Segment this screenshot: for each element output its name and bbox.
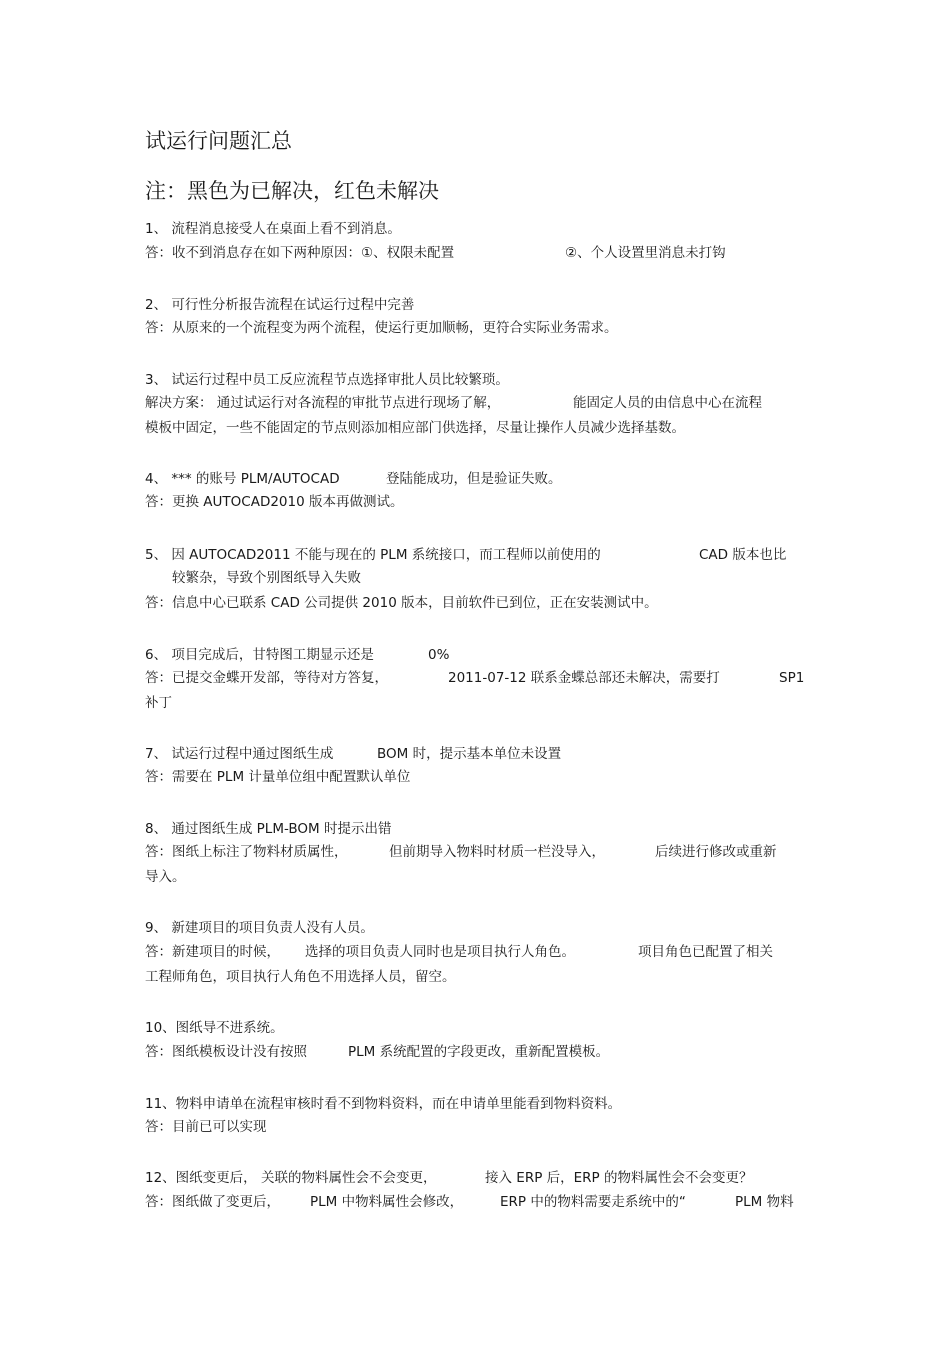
answer-8-part-b: 但前期导入物料时材质一栏没导入，: [389, 844, 605, 860]
question-10: 10、图纸导不进系统。: [145, 1020, 284, 1036]
question-4: [145, 469, 562, 489]
answer-8-line-1: [145, 842, 777, 862]
question-4-part-a: 4、 *** 的账号 PLM/AUTOCAD: [145, 471, 340, 487]
answer-3-line-1: [145, 393, 762, 413]
answer-9-part-b: 选择的项目负责人同时也是项目执行人角色。: [305, 944, 575, 960]
answer-2: 答：从原来的一个流程变为两个流程，使运行更加顺畅，更符合实际业务需求。: [145, 320, 618, 336]
answer-10: [145, 1042, 610, 1062]
question-11: 11、物料申请单在流程审核时看不到物料资料，而在申请单里能看到物料资料。: [145, 1096, 622, 1112]
question-7-part-a: 7、 试运行过程中通过图纸生成: [145, 746, 334, 762]
answer-12-part-c: ERP 中的物料需要走系统中的“: [500, 1194, 686, 1210]
answer-3-line-2: 模板中固定，一些不能固定的节点则添加相应部门供选择，尽量让操作人员减少选择基数。: [145, 420, 685, 436]
answer-9-part-a: 答：新建项目的时候，: [145, 944, 280, 960]
answer-1-part-a: 答：收不到消息存在如下两种原因：①、权限未配置: [145, 245, 455, 261]
answer-12-part-d: PLM 物料: [735, 1194, 794, 1210]
question-9: 9、 新建项目的项目负责人没有人员。: [145, 920, 374, 936]
question-5-line-1: [145, 545, 787, 565]
question-7-part-b: BOM 时，提示基本单位未设置: [377, 746, 562, 762]
question-5-line-2: 较繁杂，导致个别图纸导入失败: [172, 570, 361, 586]
answer-10-part-a: 答：图纸模板设计没有按照: [145, 1044, 307, 1060]
question-8: 8、 通过图纸生成 PLM-BOM 时提示出错: [145, 821, 392, 837]
question-1: 1、 流程消息接受人在桌面上看不到消息。: [145, 221, 401, 237]
question-12-part-b: 接入 ERP 后，ERP 的物料属性会不会变更？: [485, 1170, 753, 1186]
question-4-part-b: 登陆能成功，但是验证失败。: [386, 471, 562, 487]
answer-7: 答：需要在 PLM 计量单位组中配置默认单位: [145, 769, 411, 785]
answer-6-part-c: SP1: [779, 670, 805, 686]
question-5-part-b: CAD 版本也比: [699, 547, 787, 563]
answer-3-part-a: 解决方案： 通过试运行对各流程的审批节点进行现场了解，: [145, 395, 501, 411]
answer-12: [145, 1192, 794, 1212]
answer-6-part-a: 答：已提交金蝶开发部，等待对方答复，: [145, 670, 388, 686]
question-3: 3、 试运行过程中员工反应流程节点选择审批人员比较繁琐。: [145, 372, 509, 388]
answer-4: 答：更换 AUTOCAD2010 版本再做测试。: [145, 494, 404, 510]
answer-3-part-b: 能固定人员的由信息中心在流程: [573, 395, 762, 411]
answer-1-part-b: ②、个人设置里消息未打钩: [565, 245, 726, 261]
question-12-part-a: 12、图纸变更后， 关联的物料属性会不会变更，: [145, 1170, 437, 1186]
question-7: [145, 744, 562, 764]
answer-6-line-2: 补丁: [145, 695, 172, 711]
question-2: 2、 可行性分析报告流程在试运行过程中完善: [145, 297, 415, 313]
answer-12-part-b: PLM 中物料属性会修改，: [310, 1194, 464, 1210]
answer-8-part-a: 答：图纸上标注了物料材质属性，: [145, 844, 348, 860]
answer-8-part-c: 后续进行修改或重新: [655, 844, 777, 860]
answer-9-part-c: 项目角色已配置了相关: [638, 944, 773, 960]
question-6: [145, 645, 450, 665]
question-5-part-a: 5、 因 AUTOCAD2011 不能与现在的 PLM 系统接口，而工程师以前使用的: [145, 547, 601, 563]
answer-5: 答：信息中心已联系 CAD 公司提供 2010 版本，目前软件已到位，正在安装测试中。: [145, 595, 658, 611]
answer-9-line-1: [145, 942, 773, 962]
answer-12-part-a: 答：图纸做了变更后，: [145, 1194, 280, 1210]
question-6-part-b: 0%: [428, 647, 450, 663]
document-title: 试运行问题汇总: [145, 129, 292, 153]
answer-10-part-b: PLM 系统配置的字段更改，重新配置模板。: [348, 1044, 610, 1060]
answer-6-line-1: [145, 668, 805, 688]
answer-6-part-b: 2011-07-12 联系金蝶总部还未解决，需要打: [448, 670, 720, 686]
answer-9-line-2: 工程师角色，项目执行人角色不用选择人员，留空。: [145, 969, 456, 985]
question-6-part-a: 6、 项目完成后，甘特图工期显示还是: [145, 647, 374, 663]
status-note: 注：黑色为已解决，红色未解决: [145, 179, 439, 203]
question-12: [145, 1168, 753, 1188]
answer-1: [145, 243, 726, 263]
answer-11: 答：目前已可以实现: [145, 1119, 267, 1135]
answer-8-line-2: 导入。: [145, 869, 186, 885]
